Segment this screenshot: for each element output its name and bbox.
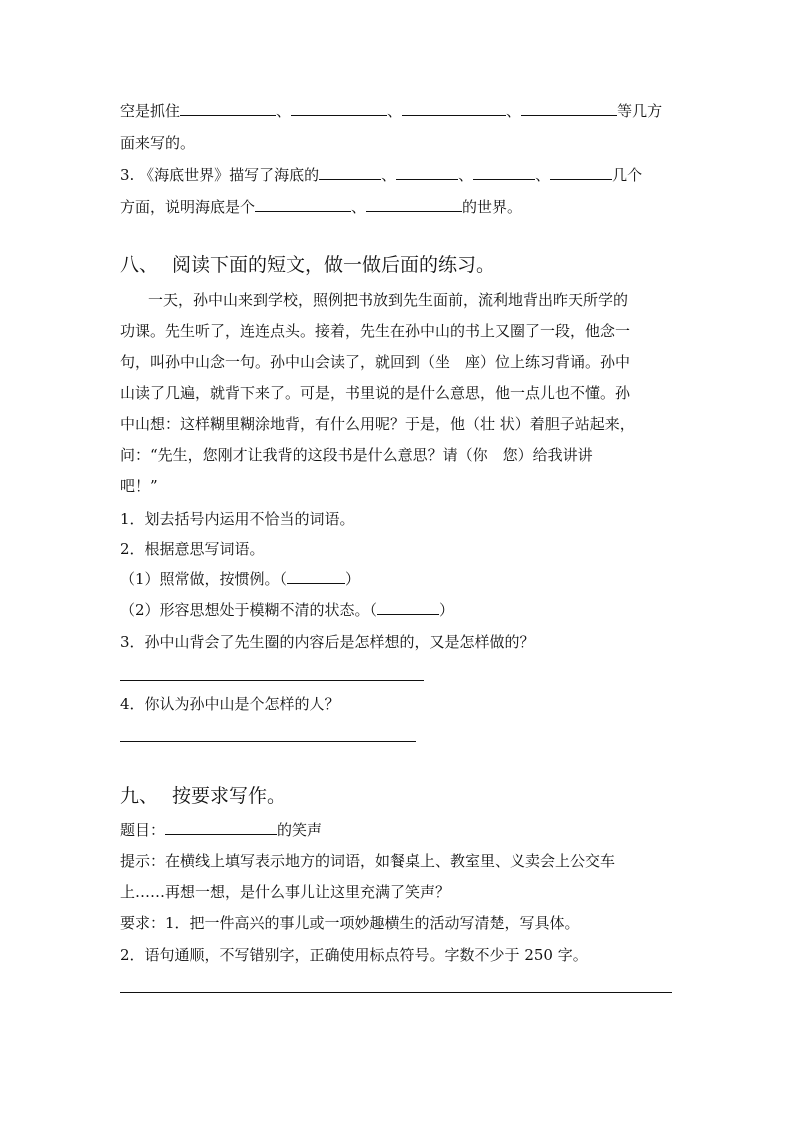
passage-line: 山读了几遍，就背下来了。可是，书里说的是什么意思，他一点儿也不懂。孙 [120,384,631,402]
writing-line[interactable] [120,992,672,993]
answer-blank[interactable] [291,101,387,116]
answer-blank[interactable] [521,101,617,116]
requirement-1: 要求：1．把一件高兴的事儿或一项妙趣横生的活动写清楚，写具体。 [120,914,580,932]
passage-line: 句，叫孙中山念一句。孙中山会读了，就回到（坐 座）位上练习背诵。孙中 [120,353,631,371]
question-2-1: （1）照常做，按惯例。（ ） [120,570,361,588]
s7-question-3: 3. 《海底世界》描写了海底的 、 、 、 几个 [120,166,643,184]
passage-line: 问：“先生，您刚才让我背的这段书是什么意思？请（你 您）给我讲讲 [120,446,593,464]
answer-blank[interactable] [287,569,345,584]
question-4: 4．你认为孙中山是个怎样的人？ [120,695,340,713]
answer-line[interactable] [120,680,424,681]
composition-title: 题目： 的笑声 [120,821,323,839]
passage-line: 吧！” [120,477,158,495]
passage-line: 一天，孙中山来到学校，照例把书放到先生面前，流利地背出昨天所学的 [148,291,629,309]
question-1: 1．划去括号内运用不恰当的词语。 [120,510,355,528]
s7-line4: 方面，说明海底是个 、 的世界。 [120,198,523,216]
requirement-2: 2．语句通顺，不写错别字，正确使用标点符号。字数不少于 250 字。 [120,946,588,964]
question-3: 3．孙中山背会了先生圈的内容后是怎样想的，又是怎样做的？ [120,633,535,651]
answer-blank[interactable] [550,165,612,180]
passage-line: 中山想：这样糊里糊涂地背，有什么用呢？于是，他（壮 状）着胆子站起来， [120,415,635,433]
answer-blank[interactable] [319,165,381,180]
s7-line1: 空是抓住 、 、 、 等几方 [120,102,663,120]
section-9-heading: 九、 按要求写作。 [120,785,287,807]
answer-blank[interactable] [473,165,535,180]
title-blank[interactable] [165,820,277,835]
s7-line2: 面来写的。 [120,134,196,152]
hint-line: 提示：在横线上填写表示地方的词语，如餐桌上、教室里、义卖会上公交车 [120,852,616,870]
answer-blank[interactable] [377,600,439,615]
question-2-2: （2）形容思想处于模糊不清的状态。（ ） [120,601,455,619]
question-2: 2．根据意思写词语。 [120,540,265,558]
answer-blank[interactable] [366,197,462,212]
section-8-heading: 八、 阅读下面的短文，做一做后面的练习。 [120,254,496,276]
answer-blank[interactable] [402,101,506,116]
s7-text: 空是抓住 [120,102,181,120]
hint-line: 上……再想一想，是什么事儿让这里充满了笑声？ [120,883,451,901]
answer-blank[interactable] [396,165,458,180]
passage-line: 功课。先生听了，连连点头。接着，先生在孙中山的书上又圈了一段，他念一 [120,322,631,340]
answer-blank[interactable] [255,197,351,212]
answer-blank[interactable] [180,101,276,116]
answer-line[interactable] [120,741,416,742]
